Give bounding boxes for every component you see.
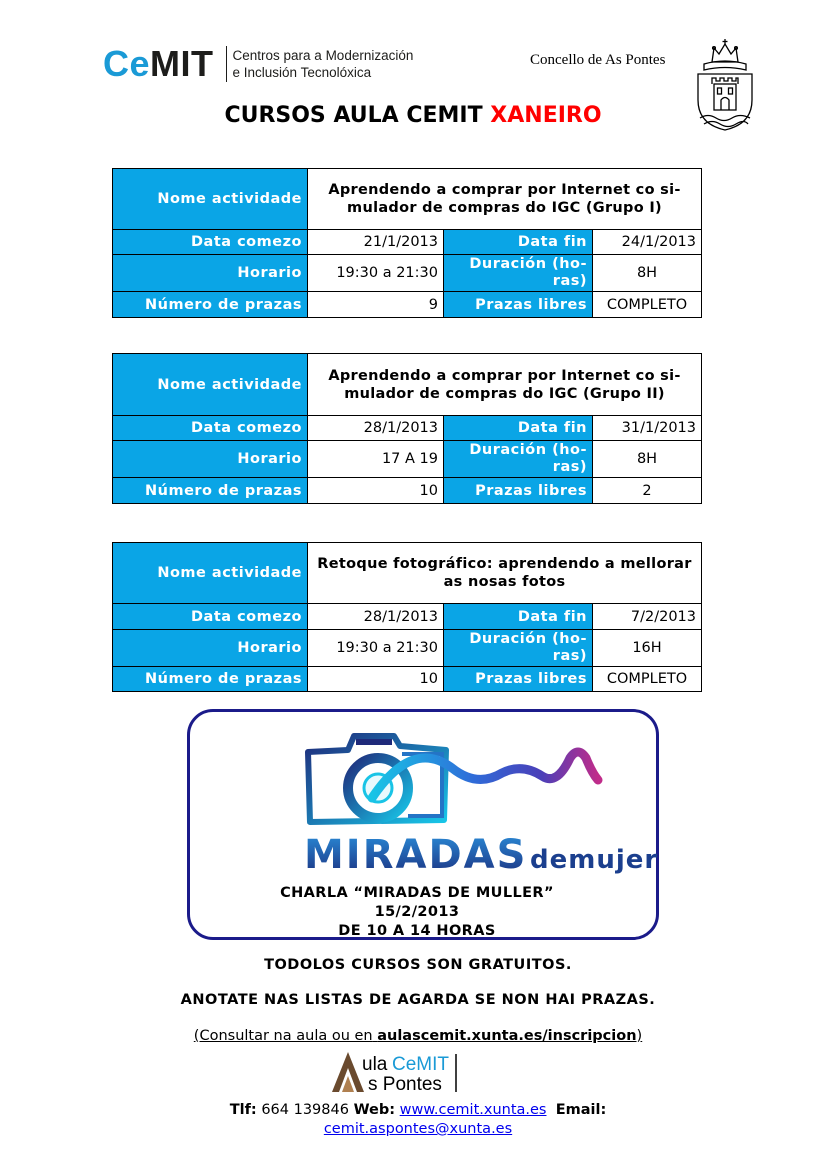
course-name-line1: Retoque fotográfico: aprendendo a mellorar (317, 556, 692, 572)
end-date: 31/1/2013 (593, 416, 702, 441)
promo-line2: 15/2/2013 (374, 904, 460, 920)
free-courses-note: TODOLOS CURSOS SON GRATUITOS. (264, 957, 572, 973)
contact-info (0, 1101, 836, 1139)
aula-logo-pontes: s Pontes (368, 1074, 442, 1095)
concello-name: Concello de As Pontes (530, 52, 666, 68)
label-free: Prazas libres (444, 478, 593, 504)
label-duration-line2: ras) (552, 648, 587, 664)
places: 9 (308, 292, 444, 318)
brand-word-2: demujer (530, 845, 659, 875)
title-main: CURSOS AULA CEMIT (224, 103, 483, 128)
free-places: COMPLETO (593, 292, 702, 318)
label-end: Data fin (444, 416, 593, 441)
logo-subtitle (233, 47, 414, 81)
label-duration-line1: Duración (ho- (469, 256, 587, 272)
miradas-promo-box (187, 709, 659, 940)
promo-text (272, 884, 562, 941)
aula-logo-cemit: CeMIT (392, 1054, 449, 1075)
places: 10 (308, 478, 444, 504)
label-duration (444, 255, 593, 292)
label-duration (444, 441, 593, 478)
start-date: 28/1/2013 (308, 604, 444, 630)
label-schedule: Horario (113, 441, 308, 478)
label-end: Data fin (444, 604, 593, 630)
label-schedule: Horario (113, 630, 308, 667)
schedule: 19:30 a 21:30 (308, 630, 444, 667)
label-free: Prazas libres (444, 292, 593, 318)
label-name: Nome actividade (113, 543, 308, 604)
waitlist-note: ANOTATE NAS LISTAS DE AGARDA SE NON HAI PRAZAS. (180, 992, 656, 1008)
course-name-line1: Aprendendo a comprar por Internet co si- (328, 367, 681, 384)
contact-line2 (0, 1120, 836, 1139)
camera-icon (308, 736, 446, 822)
tlf-label: Tlf: (229, 1102, 257, 1118)
label-places: Número de prazas (113, 667, 308, 692)
phone-number: 664 139846 (261, 1102, 349, 1118)
title-month: XANEIRO (490, 103, 602, 128)
brand-word-1: MIRADAS (304, 832, 528, 878)
contact-line1 (0, 1101, 836, 1120)
end-date: 7/2/2013 (593, 604, 702, 630)
miradas-de-mujer-logo (302, 728, 659, 878)
logo-subtitle-line2: e Inclusión Tecnolóxica (232, 65, 372, 80)
course-name-line2: mulador de compras do IGC (Grupo I) (347, 200, 662, 216)
aula-logo-ula: ula (362, 1054, 388, 1075)
duration: 8H (593, 441, 702, 478)
course-table-1 (112, 168, 702, 318)
schedule: 19:30 a 21:30 (308, 255, 444, 292)
course-name (308, 543, 702, 604)
label-end: Data fin (444, 230, 593, 255)
promo-line3: DE 10 A 14 HORAS (338, 923, 496, 939)
course-table-2 (112, 353, 702, 504)
logo-mit-text: MIT (150, 43, 214, 84)
course-name (308, 354, 702, 416)
logo-ce-text: Ce (103, 43, 151, 84)
page-title (0, 103, 826, 128)
course-name (308, 169, 702, 230)
start-date: 21/1/2013 (308, 230, 444, 255)
label-start: Data comezo (113, 230, 308, 255)
consult-note (0, 1028, 836, 1044)
label-duration-line1: Duración (ho- (469, 442, 587, 458)
places: 10 (308, 667, 444, 692)
logo-subtitle-line1: Centros para a Modernización (232, 48, 414, 63)
free-places: COMPLETO (593, 667, 702, 692)
start-date: 28/1/2013 (308, 416, 444, 441)
duration: 16H (593, 630, 702, 667)
label-places: Número de prazas (113, 478, 308, 504)
label-name: Nome actividade (113, 354, 308, 416)
aula-cemit-logo (330, 1050, 460, 1094)
consult-prefix: (Consultar na aula ou en (193, 1028, 373, 1044)
cemit-logo-wordmark (103, 43, 214, 84)
label-duration-line2: ras) (552, 273, 587, 289)
email-label: Email: (555, 1102, 607, 1118)
schedule: 17 A 19 (308, 441, 444, 478)
course-table-3 (112, 542, 702, 692)
course-name-line1: Aprendendo a comprar por Internet co si- (328, 182, 681, 198)
duration: 8H (593, 255, 702, 292)
course-name-line2: as nosas fotos (443, 574, 566, 590)
end-date: 24/1/2013 (593, 230, 702, 255)
label-duration (444, 630, 593, 667)
label-schedule: Horario (113, 255, 308, 292)
label-places: Número de prazas (113, 292, 308, 318)
label-duration-line2: ras) (552, 459, 587, 475)
label-start: Data comezo (113, 604, 308, 630)
email-link[interactable]: cemit.aspontes@xunta.es (323, 1121, 513, 1137)
label-free: Prazas libres (444, 667, 593, 692)
inscription-link[interactable]: aulascemit.xunta.es/inscripcion (377, 1028, 637, 1044)
cemit-logo (103, 43, 414, 84)
label-duration-line1: Duración (ho- (469, 631, 587, 647)
web-label: Web: (353, 1102, 396, 1118)
consult-suffix: ) (636, 1028, 643, 1044)
website-link[interactable]: www.cemit.xunta.es (399, 1102, 547, 1118)
label-start: Data comezo (113, 416, 308, 441)
label-name: Nome actividade (113, 169, 308, 230)
course-name-line2: mulador de compras do IGC (Grupo II) (344, 385, 665, 402)
logo-divider (226, 46, 227, 82)
free-places: 2 (593, 478, 702, 504)
promo-line1: CHARLA “MIRADAS DE MULLER” (280, 885, 554, 901)
